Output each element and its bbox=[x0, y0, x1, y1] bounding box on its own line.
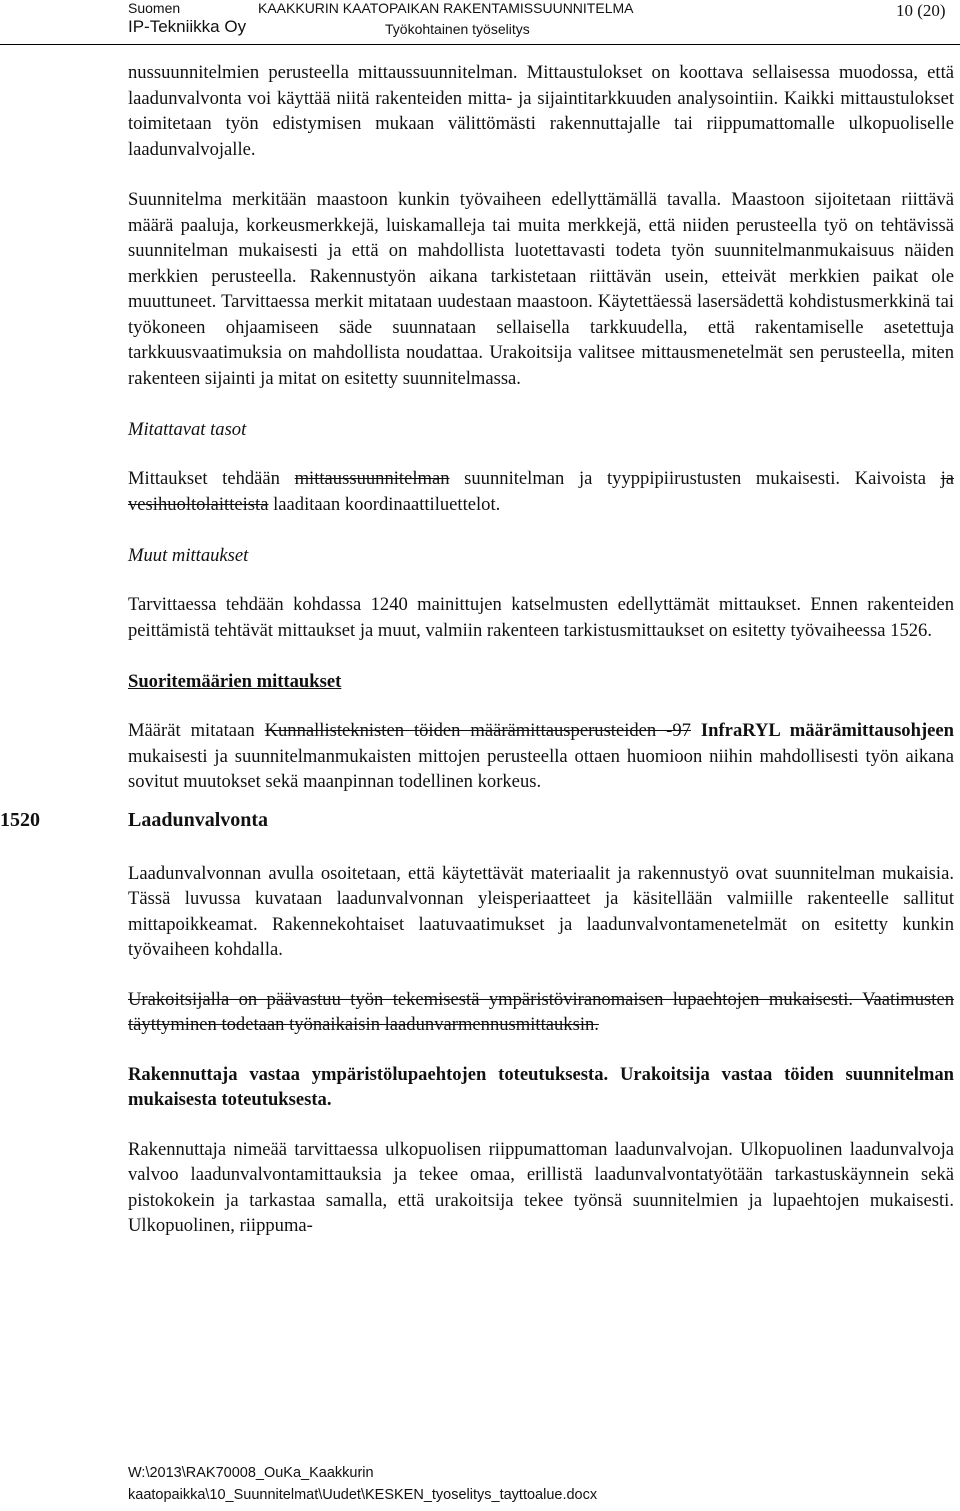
company-name-line2: IP-Tekniikka Oy bbox=[128, 17, 247, 36]
header-divider bbox=[0, 44, 960, 45]
paragraph-measurement-results: nussuunnitelmien perusteella mittaussuunnitelman. Mittaustulokset on koottava sellaisessa muodossa, että laadunvalvonta voi käyttää niitä rakenteiden mitta- ja sijaintitarkkuuden analysointiin. Kaikki mittaustulokset toimitetaan työn edistymisen mukaan välittömästi rakennuttajalle tai riippumattomalle ulkopuoliselle laadunvalvojalle. bbox=[128, 62, 954, 160]
document-body bbox=[0, 60, 954, 1239]
paragraph-external-supervisor: Rakennuttaja nimeää tarvittaessa ulkopuolisen riippumattoman laadunvalvojan. Ulkopuolinen laadunvalvoja valvoo laadunvalvontamittauksia ja tekee omaa, erillistä laadunvalvontatyötään tarkastuskäynnein sekä pistokokein ja tarkastaa samalla, että urakoitsija tekee työnsä suunnitelmien ja lupaehtojen mukaisesti. Ulkopuolinen, riippuma- bbox=[128, 1138, 954, 1236]
text-segment: suunnitelman ja tyyppipiirustusten mukaisesti. Kaivoista bbox=[449, 468, 941, 489]
paragraph-site-marking: Suunnitelma merkitään maastoon kunkin työvaiheen edellyttämällä tavalla. Maastoon sijoitetaan riittävä määrä paaluja, korkeusmerkkejä, luiskamalleja tai muita merkkejä, että niiden perusteella työ on tehtävissä suunnitelman mukaisesti ja että on mahdollista luotettavasti todeta työn suunnitelmanmukaisuus näiden merkkien perusteella. Rakennustyön aikana tarkistetaan riittävän usein, etteivät merkkien paikat ole muuttuneet. Tarvittaessa merkit mitataan uudestaan maastoon. Käytettäessä lasersädettä kohdistusmerkkinä tai työkoneen ohjaamiseen säde suunnataan sellaisella tarkkuudella, että rakentamiselle asetettuja tarkkuusvaatimuksia on mahdollista noudattaa. Urakoitsija valitsee mittausmenetelmät sen perusteella, miten rakenteen sijainti ja mitat on esitetty suunnitelmassa. bbox=[128, 189, 954, 389]
text-segment: laaditaan koordinaattiluettelot. bbox=[268, 493, 501, 515]
paragraph-measured-levels bbox=[128, 466, 954, 517]
section-heading bbox=[0, 808, 954, 839]
heading-quantity-measurements: Suoritemäärien mittaukset bbox=[128, 671, 342, 692]
section-title: Laadunvalvonta bbox=[128, 808, 269, 831]
deleted-text: Kunnallisteknisten töiden määrämittausperusteiden -97 bbox=[264, 720, 691, 741]
paragraph-quantity-measurements bbox=[128, 718, 954, 795]
emphasized-text: InfraRYL määrämittausohjeen bbox=[690, 720, 954, 741]
page-header bbox=[0, 0, 960, 46]
footer-path-line1: W:\2013\RAK70008_OuKa_Kaakkurin bbox=[128, 1465, 374, 1481]
text-segment: Mittaukset tehdään bbox=[128, 468, 295, 489]
footer-path-line2: kaatopaikka\10_Suunnitelmat\Uudet\KESKEN_tyoselitys_tayttoalue.docx bbox=[128, 1487, 598, 1503]
heading-other-measurements: Muut mittaukset bbox=[128, 545, 249, 566]
document-subtitle: Työkohtainen työselitys bbox=[385, 21, 530, 37]
paragraph-other-measurements: Tarvittaessa tehdään kohdassa 1240 mainittujen katselmusten edellyttämät mittaukset. Ennen rakenteiden peittämistä tehtävät mittaukset ja muut, valmiin rakenteen tarkistusmittaukset on esitetty työvaiheessa 1526. bbox=[128, 594, 954, 641]
document-title: KAAKKURIN KAATOPAIKAN RAKENTAMISSUUNNITELMA bbox=[258, 0, 634, 16]
heading-measured-levels: Mitattavat tasot bbox=[128, 419, 247, 440]
paragraph-quality-control: Laadunvalvonnan avulla osoitetaan, että käytettävät materiaalit ja rakennustyö ovat suunnitelman mukaisia. Tässä luvussa kuvataan laadunvalvonnan yleisperiaatteet ja käsitellään valmiille rakenteelle sallitut mittapoikkeamat. Rakennekohtaiset laatuvaatimukset ja laadunvalvontamenetelmät on esitetty kunkin työvaiheen kohdalla. bbox=[128, 862, 954, 960]
paragraph-responsibilities: Rakennuttaja vastaa ympäristölupaehtojen toteutuksesta. Urakoitsija vastaa töiden suunnitelman mukaisesta toteutuksesta. bbox=[128, 1063, 954, 1110]
text-segment: mukaisesti ja suunnitelmanmukaisten mittojen perusteella ottaen huomioon niihin mahdollisesti työn aikana sovitut muutokset sekä maanpinnan todellinen korkeus. bbox=[128, 745, 954, 792]
page-footer bbox=[128, 1462, 597, 1506]
section-number: 1520 bbox=[0, 808, 40, 831]
text-segment: Määrät mitataan bbox=[128, 720, 265, 741]
page-number: 10 (20) bbox=[896, 1, 946, 20]
paragraph-deleted-contractor-responsibility: Urakoitsijalla on päävastuu työn tekemisestä ympäristöviranomaisen lupaehtojen mukaisesti. Vaatimusten täyttyminen todetaan työnaikaisin laadunvarmennusmittauksin. bbox=[128, 988, 954, 1035]
deleted-text: ja vesihuoltolaitteista bbox=[128, 468, 954, 515]
company-name-line1: Suomen bbox=[128, 0, 181, 16]
deleted-text: mittaussuunnitelman bbox=[294, 468, 450, 489]
